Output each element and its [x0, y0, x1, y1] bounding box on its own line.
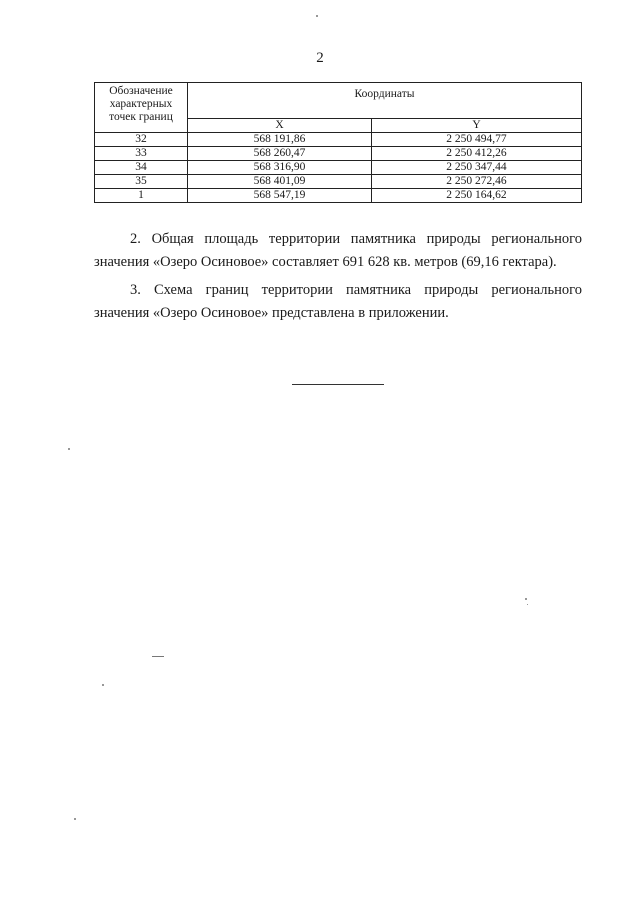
paragraph-boundary-scheme	[94, 279, 582, 325]
scan-speck	[102, 684, 104, 686]
y-cell: 2 250 494,77	[371, 133, 581, 147]
x-cell: 568 316,90	[188, 161, 372, 175]
y-cell: 2 250 164,62	[371, 189, 581, 203]
scan-speck	[152, 656, 164, 657]
table-row	[95, 161, 582, 175]
point-cell: 33	[95, 147, 188, 161]
x-cell: 568 260,47	[188, 147, 372, 161]
x-column-header: X	[188, 119, 372, 133]
table-row	[95, 133, 582, 147]
closing-rule	[292, 384, 384, 385]
scan-speck	[316, 15, 318, 17]
point-cell: 32	[95, 133, 188, 147]
y-cell: 2 250 412,26	[371, 147, 581, 161]
y-cell: 2 250 272,46	[371, 175, 581, 189]
scan-speck	[74, 818, 76, 820]
table-header-row	[95, 83, 582, 119]
table-row	[95, 175, 582, 189]
scan-speck	[525, 598, 527, 600]
designation-header: Обозначение характерных точек границ	[95, 83, 188, 133]
page-number: 2	[316, 50, 324, 66]
y-column-header: Y	[371, 119, 581, 133]
coordinates-table	[94, 82, 582, 203]
table-row	[95, 147, 582, 161]
paragraph-total-area	[94, 228, 582, 274]
scan-speck	[527, 604, 528, 605]
coordinates-header: Координаты	[188, 83, 582, 119]
x-cell: 568 401,09	[188, 175, 372, 189]
x-cell: 568 191,86	[188, 133, 372, 147]
scan-speck	[68, 448, 70, 450]
x-cell: 568 547,19	[188, 189, 372, 203]
paragraph-boundary-scheme-text: 3. Схема границ территории памятника природы регионального значения «Озеро Осиновое» представлена в приложении.	[94, 282, 582, 321]
point-cell: 1	[95, 189, 188, 203]
point-cell: 34	[95, 161, 188, 175]
table-row	[95, 189, 582, 203]
paragraph-total-area-text: 2. Общая площадь территории памятника природы регионального значения «Озеро Осиновое» составляет 691 628 кв. метров (69,16 гектара).	[94, 231, 582, 270]
point-cell: 35	[95, 175, 188, 189]
y-cell: 2 250 347,44	[371, 161, 581, 175]
